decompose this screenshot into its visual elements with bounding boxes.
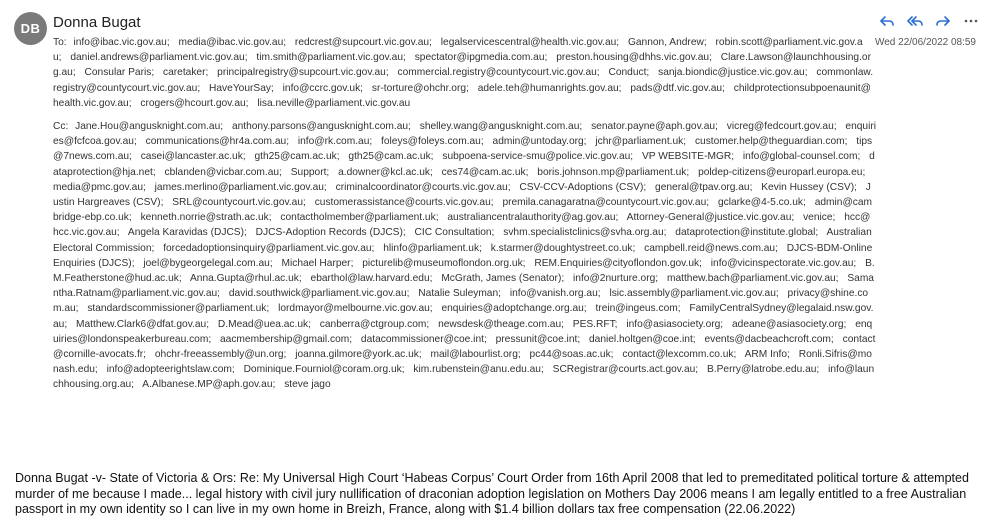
cc-address[interactable]: forcedadoptionsinquiry@parliament.vic.gov.au; — [163, 242, 375, 254]
cc-address[interactable]: privacy@shine.com.au; — [53, 288, 869, 315]
cc-address[interactable]: gth25@cam.ac.uk; — [254, 151, 340, 163]
cc-address[interactable]: foleys@foleys.com.au; — [381, 136, 484, 148]
to-address[interactable]: sanja.biondic@justice.vic.gov.au; — [658, 67, 808, 79]
to-address[interactable]: principalregistry@supcourt.vic.gov.au; — [217, 67, 389, 79]
cc-address[interactable]: contactholmember@parliament.uk; — [280, 212, 439, 224]
cc-address[interactable]: k.starmer@doughtystreet.co.uk; — [490, 242, 636, 254]
cc-address[interactable]: james.merlino@parliament.vic.gov.au; — [154, 181, 327, 193]
cc-address[interactable]: VP WEBSITE-MGR; — [641, 151, 735, 163]
forward-icon — [935, 13, 951, 29]
cc-address[interactable]: canberra@ctgroup.com; — [319, 318, 430, 330]
cc-address[interactable]: boris.johnson.mp@parliament.uk; — [537, 166, 690, 178]
cc-address[interactable]: adeane@asiasociety.org; — [731, 318, 847, 330]
cc-address[interactable]: lsic.assembly@parliament.vic.gov.au; — [609, 288, 779, 300]
cc-address[interactable]: SRL@countycourt.vic.gov.au; — [172, 197, 306, 209]
cc-address[interactable]: shelley.wang@angusknight.com.au; — [419, 121, 583, 133]
forward-button[interactable] — [934, 12, 952, 30]
cc-address[interactable]: dataprotection@institute.global; — [675, 227, 819, 239]
cc-address[interactable]: info@global-counsel.com; — [742, 151, 861, 163]
timestamp: Wed 22/06/2022 08:59 — [874, 37, 976, 48]
cc-address[interactable]: a.downer@kcl.ac.uk; — [338, 166, 433, 178]
cc-address[interactable]: Attorney-General@justice.vic.gov.au; — [626, 212, 795, 224]
cc-recipients — [53, 119, 876, 393]
cc-address[interactable]: DJCS-BDM-Online Enquiries (DJCS); — [53, 242, 873, 269]
cc-address[interactable]: venice; — [803, 212, 836, 224]
to-address[interactable]: info@ccrc.gov.uk; — [282, 82, 364, 94]
to-address[interactable]: lisa.neville@parliament.vic.gov.au — [257, 97, 411, 109]
reply-button[interactable] — [878, 12, 896, 30]
cc-address[interactable]: casei@lancaster.ac.uk; — [140, 151, 246, 163]
cc-address[interactable]: media@pmc.gov.au; — [53, 181, 146, 193]
to-address[interactable]: media@ibac.vic.gov.au; — [178, 37, 287, 48]
cc-address[interactable]: info@vicinspectorate.vic.gov.au; — [710, 257, 857, 269]
cc-address[interactable]: communications@hr4a.com.au; — [145, 136, 290, 148]
cc-address[interactable]: events@dacbeachcroft.com; — [704, 333, 834, 345]
to-address[interactable]: tim.smith@parliament.vic.gov.au; — [256, 52, 406, 64]
to-label: To: — [53, 37, 67, 48]
to-address[interactable]: spectator@ipgmedia.com.au; — [414, 52, 548, 64]
cc-address[interactable]: tips@7news.com.au; — [53, 136, 873, 163]
to-address[interactable]: HaveYourSay; — [209, 82, 274, 94]
cc-address[interactable]: daniel.holtgen@coe.int; — [589, 333, 696, 345]
to-address[interactable]: robin.scott@parliament.vic.gov.au; — [53, 37, 863, 64]
cc-address[interactable]: contact@lexcomm.co.uk; — [622, 349, 737, 361]
to-address[interactable]: adele.teh@humanrights.gov.au; — [477, 82, 622, 94]
cc-address[interactable]: aacmembership@gmail.com; — [220, 333, 353, 345]
cc-address[interactable]: svhm.specialistclinics@svha.org.au; — [503, 227, 667, 239]
cc-address[interactable]: Dominique.Fourniol@coram.org.uk; — [243, 364, 405, 376]
cc-address[interactable]: B.M.Featherstone@hud.ac.uk; — [53, 257, 875, 285]
to-address[interactable]: legalservicescentral@health.vic.gov.au; — [440, 37, 620, 48]
cc-address[interactable]: senator.payne@aph.gov.au; — [591, 121, 718, 133]
cc-address[interactable]: subpoena-service-smu@police.vic.gov.au; — [442, 151, 634, 163]
cc-address[interactable]: gclarke@4-5.co.uk; — [717, 197, 806, 209]
cc-address[interactable]: kim.rubenstein@anu.edu.au; — [413, 364, 544, 376]
cc-address[interactable]: admin@untoday.org; — [492, 136, 587, 148]
cc-address[interactable]: jchr@parliament.uk; — [595, 136, 687, 148]
cc-address[interactable]: CSV-CCV-Adoptions (CSV); — [519, 181, 647, 193]
more-button[interactable] — [962, 12, 980, 30]
cc-address[interactable]: B.Perry@latrobe.edu.au; — [706, 364, 820, 376]
message-actions — [878, 12, 980, 30]
cc-address[interactable]: joanna.gilmore@york.ac.uk; — [295, 349, 422, 361]
cc-address[interactable]: pc44@soas.ac.uk; — [529, 349, 614, 361]
cc-address[interactable]: premila.canagaratna@countycourt.vic.gov.au; — [502, 197, 710, 209]
sender-name: Donna Bugat — [53, 14, 141, 31]
cc-address[interactable]: Natalie Suleyman; — [418, 288, 501, 300]
reply-all-icon — [907, 13, 923, 29]
cc-address[interactable]: enquiries@fcfcoa.gov.au; — [53, 121, 877, 148]
reply-icon — [879, 13, 895, 29]
cc-address[interactable]: CIC Consultation; — [414, 227, 495, 239]
cc-address[interactable]: ohchr-freeassembly@un.org; — [154, 349, 287, 361]
to-address[interactable]: redcrest@supcourt.vic.gov.au; — [294, 37, 432, 48]
to-address[interactable]: daniel.andrews@parliament.vic.gov.au; — [70, 52, 248, 64]
cc-address[interactable]: customer.help@theguardian.com; — [694, 136, 848, 148]
cc-address[interactable]: ces74@cam.ac.uk; — [441, 166, 529, 178]
to-address[interactable]: crogers@hcourt.gov.au; — [140, 97, 249, 109]
cc-address[interactable]: info@adopteerightslaw.com; — [106, 364, 235, 376]
to-address[interactable]: preston.housing@dhhs.vic.gov.au; — [556, 52, 712, 64]
cc-address[interactable]: general@tpav.org.au; — [655, 181, 753, 193]
cc-address[interactable]: McGrath, James (Senator); — [441, 273, 565, 285]
cc-address[interactable]: Samantha.Ratnam@parliament.vic.gov.au; — [53, 273, 874, 300]
cc-address[interactable]: hcc@hcc.vic.gov.au; — [53, 212, 871, 239]
cc-address[interactable]: joel@bygeorgelegal.com.au; — [143, 257, 273, 269]
cc-address[interactable]: info@vanish.org.au; — [509, 288, 601, 300]
reply-all-button[interactable] — [906, 12, 924, 30]
cc-address[interactable]: FamilyCentralSydney@legalaid.nsw.gov.au; — [53, 303, 874, 330]
cc-address[interactable]: Support; — [290, 166, 330, 178]
cc-address[interactable]: Michael Harper; — [281, 257, 354, 269]
cc-address[interactable]: standardscommissioner@parliament.uk; — [87, 303, 270, 315]
to-address[interactable]: childprotectionsubpoenaunit@health.vic.gov.au; — [53, 82, 871, 109]
cc-address[interactable]: cblanden@vicbar.com.au; — [164, 166, 282, 178]
cc-address[interactable]: vicreg@fedcourt.gov.au; — [726, 121, 837, 133]
cc-address[interactable]: Jane.Hou@angusknight.com.au; — [75, 121, 224, 133]
cc-address[interactable]: dataprotection@hja.net; — [53, 151, 875, 178]
cc-address[interactable]: contact@cornille-avocats.fr; — [53, 333, 876, 361]
cc-address[interactable]: steve jago — [284, 379, 331, 391]
cc-address[interactable]: enquiries@londonspeakerbureau.com; — [53, 318, 873, 345]
cc-address[interactable]: datacommissioner@coe.int; — [360, 333, 487, 345]
cc-address[interactable]: campbell.reid@news.com.au; — [644, 242, 778, 254]
cc-address[interactable]: newsdesk@theage.com.au; — [438, 318, 564, 330]
cc-address[interactable]: david.southwick@parliament.vic.gov.au; — [228, 288, 410, 300]
cc-address[interactable]: matthew.bach@parliament.vic.gov.au; — [666, 273, 839, 285]
cc-address[interactable]: hlinfo@parliament.uk; — [383, 242, 482, 254]
more-icon — [963, 13, 979, 29]
cc-address[interactable]: lordmayor@melbourne.vic.gov.au; — [278, 303, 433, 315]
to-address[interactable]: commonlaw.registry@countycourt.vic.gov.au; — [53, 67, 874, 94]
cc-address[interactable]: A.Albanese.MP@aph.gov.au; — [142, 379, 276, 391]
cc-address[interactable]: Australian Electoral Commission; — [53, 227, 872, 254]
cc-address[interactable]: pressunit@coe.int; — [495, 333, 581, 345]
to-address[interactable]: caretaker; — [163, 67, 209, 79]
to-address[interactable]: info@ibac.vic.gov.au; — [73, 37, 170, 48]
cc-address[interactable]: info@rk.com.au; — [297, 136, 373, 148]
to-recipients — [53, 35, 876, 111]
to-address[interactable]: Clare.Lawson@launchhousing.org.au; — [53, 52, 871, 79]
cc-address[interactable]: criminalcoordinator@courts.vic.gov.au; — [335, 181, 511, 193]
cc-label: Cc: — [53, 121, 69, 133]
to-address[interactable]: Conduct; — [608, 67, 650, 79]
to-address[interactable]: commercial.registry@countycourt.vic.gov.au; — [397, 67, 600, 79]
cc-address[interactable]: info@launchhousing.org.au; — [53, 364, 875, 391]
cc-address[interactable]: Justin Hargreaves (CSV); — [53, 181, 871, 209]
cc-address[interactable]: Anna.Gupta@rhul.ac.uk; — [189, 273, 302, 285]
cc-address[interactable]: Matthew.Clark6@dfat.gov.au; — [76, 318, 210, 330]
cc-address[interactable]: DJCS-Adoption Records (DJCS); — [255, 227, 406, 239]
cc-address[interactable]: australiancentralauthority@ag.gov.au; — [447, 212, 619, 224]
cc-address[interactable]: picturelib@museumoflondon.org.uk; — [362, 257, 526, 269]
to-address[interactable]: Gannon, Andrew; — [627, 37, 707, 48]
cc-address[interactable]: SCRegistrar@courts.act.gov.au; — [552, 364, 699, 376]
cc-address[interactable]: trein@ingeus.com; — [595, 303, 681, 315]
cc-address[interactable]: admin@cambridge-ebp.co.uk; — [53, 197, 873, 224]
cc-address[interactable]: anthony.parsons@angusknight.com.au; — [231, 121, 411, 133]
cc-address[interactable]: info@asiasociety.org; — [626, 318, 724, 330]
cc-address[interactable]: Kevin Hussey (CSV); — [761, 181, 857, 193]
cc-address[interactable]: REM.Enquiries@cityoflondon.gov.uk; — [534, 257, 702, 269]
cc-address[interactable]: enquiries@adoptchange.org.au; — [441, 303, 587, 315]
cc-address[interactable]: customerassistance@courts.vic.gov.au; — [314, 197, 494, 209]
to-address[interactable]: Consular Paris; — [84, 67, 155, 79]
cc-address[interactable]: PES.RFT; — [572, 318, 618, 330]
to-address[interactable]: sr-torture@ohchr.org; — [371, 82, 469, 94]
avatar: DB — [14, 12, 47, 45]
cc-address[interactable]: info@2nurture.org; — [573, 273, 659, 285]
cc-address[interactable]: ebarthol@law.harvard.edu; — [310, 273, 433, 285]
cc-address[interactable]: D.Mead@uea.ac.uk; — [217, 318, 311, 330]
recipients — [53, 35, 876, 393]
cc-address[interactable]: ARM Info; — [744, 349, 790, 361]
email-subject: Donna Bugat -v- State of Victoria & Ors: Re: My Universal High Court ‘Habeas Corpus’ Court Order from 16th April 2008 that led to premeditated political torture & attempted murder of me because I made... legal history with civil jury nullification of draconian adoption legislation on Mothers Day 2006 means I am legally entitled to a free Australian passport in my own identity so I can live in my own home in Breizh, France, along with $1.4 billion dollars tax free compensation (22.06.2022) — [15, 471, 969, 516]
cc-address[interactable]: kenneth.norrie@strath.ac.uk; — [140, 212, 272, 224]
cc-address[interactable]: Angela Karavidas (DJCS); — [127, 227, 247, 239]
to-address[interactable]: pads@dtf.vic.gov.au; — [630, 82, 725, 94]
cc-address[interactable]: gth25@cam.ac.uk; — [348, 151, 434, 163]
cc-address[interactable]: poldep-citizens@europarl.europa.eu; — [698, 166, 866, 178]
cc-address[interactable]: mail@labourlist.org; — [430, 349, 521, 361]
cc-address[interactable]: Ronli.Sifris@monash.edu; — [53, 349, 872, 376]
